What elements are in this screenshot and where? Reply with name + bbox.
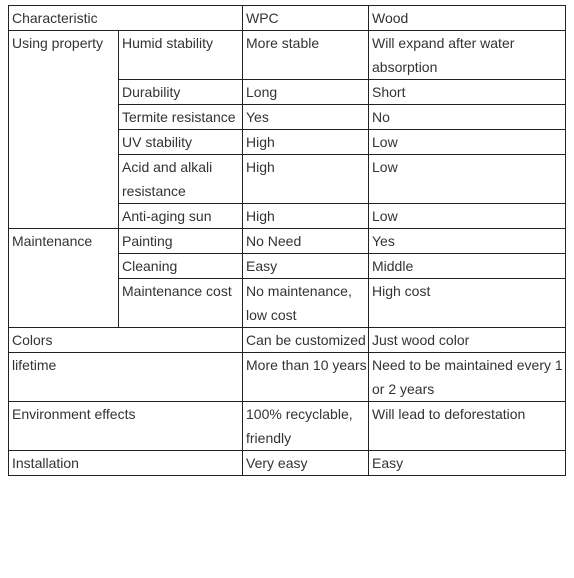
table-row — [9, 451, 566, 476]
cell-wood-colors: Just wood color — [369, 328, 566, 353]
cell-wood-durability: Short — [369, 80, 566, 105]
cell-wpc-uv: High — [243, 130, 369, 155]
cell-wpc-installation: Very easy — [243, 451, 369, 476]
cell-wpc-environment: 100% recyclable, friendly — [243, 402, 369, 451]
header-characteristic: Characteristic — [9, 6, 243, 31]
table-row — [9, 229, 566, 254]
row-label-uv: UV stability — [119, 130, 243, 155]
cell-wpc-colors: Can be customized — [243, 328, 369, 353]
cell-wpc-painting: No Need — [243, 229, 369, 254]
cell-wood-uv: Low — [369, 130, 566, 155]
table-row — [9, 402, 566, 451]
row-label-colors: Colors — [9, 328, 243, 353]
row-label-acid-alkali: Acid and alkali resistance — [119, 155, 243, 204]
cell-wpc-lifetime: More than 10 years — [243, 353, 369, 402]
cell-wpc-anti-aging: High — [243, 204, 369, 229]
row-label-termite: Termite resistance — [119, 105, 243, 130]
row-label-anti-aging: Anti-aging sun — [119, 204, 243, 229]
row-label-cleaning: Cleaning — [119, 254, 243, 279]
cell-wpc-humid-stability: More stable — [243, 31, 369, 80]
cell-wpc-durability: Long — [243, 80, 369, 105]
cell-wpc-maintenance-cost: No maintenance, low cost — [243, 279, 369, 328]
cell-wpc-acid-alkali: High — [243, 155, 369, 204]
row-label-environment: Environment effects — [9, 402, 243, 451]
header-wood: Wood — [369, 6, 566, 31]
table-row — [9, 31, 566, 80]
row-label-painting: Painting — [119, 229, 243, 254]
cell-wood-cleaning: Middle — [369, 254, 566, 279]
cell-wood-environment: Will lead to deforestation — [369, 402, 566, 451]
row-label-installation: Installation — [9, 451, 243, 476]
row-label-lifetime: lifetime — [9, 353, 243, 402]
row-label-humid-stability: Humid stability — [119, 31, 243, 80]
table-header-row — [9, 6, 566, 31]
wpc-vs-wood-table — [8, 5, 566, 476]
cell-wood-humid-stability: Will expand after water absorption — [369, 31, 566, 80]
cell-wood-maintenance-cost: High cost — [369, 279, 566, 328]
group-maintenance: Maintenance — [9, 229, 119, 328]
cell-wood-termite: No — [369, 105, 566, 130]
cell-wood-lifetime: Need to be maintained every 1 or 2 years — [369, 353, 566, 402]
cell-wpc-termite: Yes — [243, 105, 369, 130]
cell-wood-anti-aging: Low — [369, 204, 566, 229]
table-row — [9, 353, 566, 402]
comparison-table-wrapper — [8, 5, 566, 476]
row-label-maintenance-cost: Maintenance cost — [119, 279, 243, 328]
table-row — [9, 328, 566, 353]
group-using-property: Using property — [9, 31, 119, 229]
row-label-durability: Durability — [119, 80, 243, 105]
cell-wpc-cleaning: Easy — [243, 254, 369, 279]
header-wpc: WPC — [243, 6, 369, 31]
cell-wood-painting: Yes — [369, 229, 566, 254]
cell-wood-installation: Easy — [369, 451, 566, 476]
cell-wood-acid-alkali: Low — [369, 155, 566, 204]
